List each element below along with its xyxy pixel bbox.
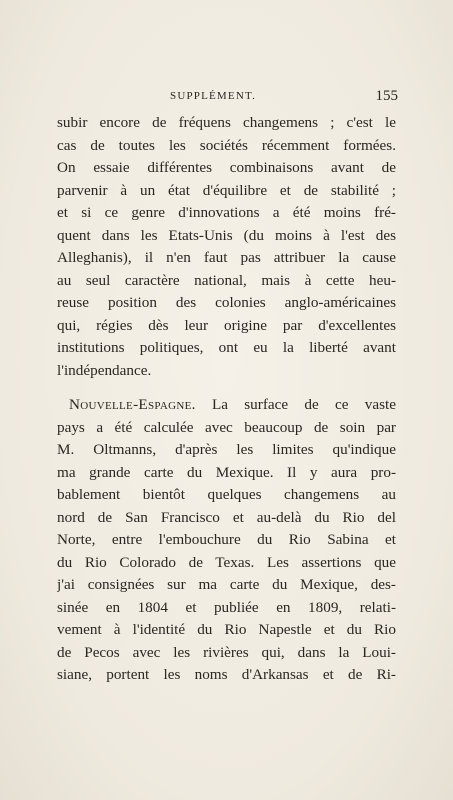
text-line: quent dans les Etats-Unis (du moins à l'est des [57,226,396,244]
paragraph-2 [57,394,396,687]
paragraph-gap [57,382,396,394]
text-line: de Pecos avec les rivières qui, dans la Loui- [57,643,396,661]
text-line: au seul caractère national, mais à cette heu- [57,271,396,289]
text-line: j'ai consignées sur ma carte du Mexique, des- [57,576,396,593]
paragraph-2-first-line [57,394,396,417]
text-line: l'indépendance. [57,361,152,379]
text-line: Norte, entre l'embouchure du Rio Sabina et [57,531,396,548]
text-line: pays a été calculée avec beaucoup de soin par [57,418,396,436]
text-line: parvenir à un état d'équilibre et de stabilité ; [57,181,396,199]
page-header [160,88,398,108]
paragraph-2-first-line-rest: La surface de ce vaste [195,396,396,413]
text-line: bablement bientôt quelques changemens au [57,486,396,503]
text-line: siane, portent les noms d'Arkansas et de Ri- [57,666,396,683]
text-line: Alleghanis), il n'en faut pas attribuer la cause [57,249,396,266]
body-text [57,112,396,687]
text-line: reuse position des colonies anglo-américaines [57,294,396,311]
page-number: 155 [375,88,398,104]
text-line: subir encore de fréquens changemens ; c'est le [57,114,396,131]
text-line: cas de toutes les sociétés récemment formées. [57,136,396,154]
text-line: du Rio Colorado de Texas. Les assertions que [57,553,396,571]
text-line: et si ce genre d'innovations a été moins fré- [57,204,396,221]
paragraph-1 [57,112,396,382]
text-line: On essaie différentes combinaisons avant de [57,159,396,176]
section-lead: Nouvelle-Espagne. [69,396,196,413]
text-line: sinée en 1804 et publiée en 1809, relati- [57,598,396,616]
text-line: qui, régies dès leur origine par d'excellentes [57,316,396,334]
text-line: ma grande carte du Mexique. Il y aura pro- [57,463,396,481]
text-line: vement à l'identité du Rio Napestle et du Rio [57,621,396,638]
text-line: nord de San Francisco et au-delà du Rio del [57,508,396,526]
text-line: institutions politiques, ont eu la liberté avant [57,339,396,356]
text-line: M. Oltmanns, d'après les limites qu'indique [57,441,396,458]
running-title: SUPPLÉMENT. [170,90,257,102]
